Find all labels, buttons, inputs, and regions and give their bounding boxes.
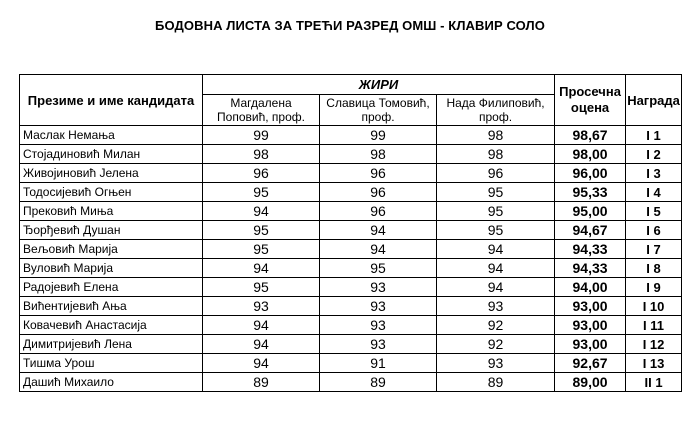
judge-1-score: 94 [203,335,320,354]
judge-2-score: 94 [320,221,437,240]
judge-2-score: 94 [320,240,437,259]
average-score: 93,00 [555,297,626,316]
table-row [20,202,682,221]
judge-2-score: 95 [320,259,437,278]
average-score: 98,00 [555,145,626,164]
judge-3-score: 93 [437,354,555,373]
judge-3-score: 92 [437,335,555,354]
judge-3-score: 95 [437,221,555,240]
candidate-name: Тодосијевић Огњен [20,183,203,202]
prize-label: I 10 [626,297,682,316]
judge-2-score: 89 [320,373,437,392]
judge-2-score: 93 [320,297,437,316]
judge-2-score: 99 [320,126,437,145]
table-row [20,259,682,278]
judge-1-score: 94 [203,316,320,335]
judge-1-score: 98 [203,145,320,164]
candidate-name: Вићентијевић Ања [20,297,203,316]
average-score: 95,33 [555,183,626,202]
judge-3-score: 98 [437,145,555,164]
prize-label: I 11 [626,316,682,335]
judge-3-score: 92 [437,316,555,335]
header-jury: ЖИРИ [203,75,555,95]
header-judge-3: Нада Филиповић, проф. [437,95,555,126]
table-row [20,278,682,297]
document-title: БОДОВНА ЛИСТА ЗА ТРЕЋИ РАЗРЕД ОМШ - КЛАВИР СОЛО [155,18,545,33]
table-row [20,164,682,183]
judge-1-score: 95 [203,278,320,297]
judge-3-score: 94 [437,240,555,259]
header-judge-2: Славица Томовић, проф. [320,95,437,126]
candidate-name: Вељовић Марија [20,240,203,259]
candidate-name: Ђорђевић Душан [20,221,203,240]
judge-2-score: 93 [320,278,437,297]
judge-3-score: 89 [437,373,555,392]
prize-label: I 4 [626,183,682,202]
judge-2-score: 96 [320,183,437,202]
table-row [20,126,682,145]
judge-3-score: 95 [437,183,555,202]
prize-label: I 7 [626,240,682,259]
judge-2-score: 96 [320,202,437,221]
average-score: 94,00 [555,278,626,297]
judge-3-score: 98 [437,126,555,145]
average-score: 94,67 [555,221,626,240]
table-row [20,373,682,392]
table-row [20,354,682,373]
judge-2-score: 98 [320,145,437,164]
table-row [20,297,682,316]
table-body [20,126,682,392]
average-score: 98,67 [555,126,626,145]
prize-label: I 12 [626,335,682,354]
judge-3-score: 95 [437,202,555,221]
prize-label: I 6 [626,221,682,240]
average-score: 93,00 [555,316,626,335]
candidate-name: Прековић Миња [20,202,203,221]
average-score: 93,00 [555,335,626,354]
candidate-name: Маслак Немања [20,126,203,145]
average-score: 94,33 [555,240,626,259]
prize-label: I 9 [626,278,682,297]
judge-1-score: 93 [203,297,320,316]
candidate-name: Вуловић Марија [20,259,203,278]
candidate-name: Радојевић Елена [20,278,203,297]
average-score: 92,67 [555,354,626,373]
judge-3-score: 94 [437,278,555,297]
candidate-name: Ковачевић Анастасија [20,316,203,335]
score-table [19,74,682,392]
judge-1-score: 96 [203,164,320,183]
judge-1-score: 94 [203,202,320,221]
header-judge-1: Магдалена Поповић, проф. [203,95,320,126]
prize-label: I 8 [626,259,682,278]
prize-label: I 5 [626,202,682,221]
judge-1-score: 89 [203,373,320,392]
header-prize: Награда [626,75,682,126]
judge-1-score: 99 [203,126,320,145]
judge-3-score: 93 [437,297,555,316]
average-score: 89,00 [555,373,626,392]
prize-label: II 1 [626,373,682,392]
judge-1-score: 95 [203,183,320,202]
judge-3-score: 94 [437,259,555,278]
prize-label: I 1 [626,126,682,145]
candidate-name: Димитријевић Лена [20,335,203,354]
header-average: Просечна оцена [555,75,626,126]
table-row [20,335,682,354]
candidate-name: Тишма Урош [20,354,203,373]
judge-2-score: 96 [320,164,437,183]
table-row [20,221,682,240]
candidate-name: Живојиновић Јелена [20,164,203,183]
table-row [20,183,682,202]
table-row [20,316,682,335]
table-row [20,145,682,164]
average-score: 94,33 [555,259,626,278]
prize-label: I 2 [626,145,682,164]
prize-label: I 13 [626,354,682,373]
judge-1-score: 95 [203,240,320,259]
average-score: 96,00 [555,164,626,183]
header-candidate-name: Презиме и име кандидата [20,75,203,126]
candidate-name: Дашић Михаило [20,373,203,392]
average-score: 95,00 [555,202,626,221]
judge-1-score: 95 [203,221,320,240]
judge-2-score: 91 [320,354,437,373]
judge-1-score: 94 [203,259,320,278]
table-row [20,240,682,259]
prize-label: I 3 [626,164,682,183]
judge-2-score: 93 [320,335,437,354]
judge-1-score: 94 [203,354,320,373]
candidate-name: Стојадиновић Милан [20,145,203,164]
judge-2-score: 93 [320,316,437,335]
judge-3-score: 96 [437,164,555,183]
